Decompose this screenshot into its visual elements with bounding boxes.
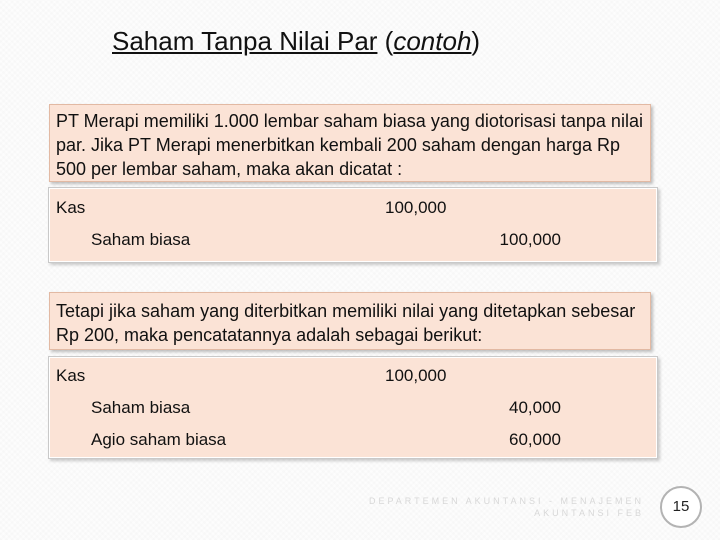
slide-footer: DEPARTEMEN AKUNTANSI - MENAJEMEN AKUNTANSI FEB xyxy=(368,496,644,518)
journal-row xyxy=(49,430,657,454)
credit-account: Saham biasa xyxy=(91,230,191,249)
journal-entry-2 xyxy=(48,356,658,459)
journal-entry-1 xyxy=(48,187,658,263)
journal-row xyxy=(49,230,657,254)
title-paren-open: ( xyxy=(377,26,394,56)
note-text-1: PT Merapi memiliki 1.000 lembar saham biasa yang diotorisasi tanpa nilai par. Jika PT Merapi menerbitkan kembali 200 saham dengan harga Rp 500 per lembar saham, maka akan dicatat : xyxy=(56,111,643,179)
journal-row xyxy=(49,198,657,222)
note-box-1 xyxy=(49,104,651,182)
title-example: contoh xyxy=(393,26,472,56)
debit-amount: 100,000 xyxy=(385,198,447,217)
credit-amount: 40,000 xyxy=(509,398,561,417)
debit-account: Kas xyxy=(56,198,86,217)
note-box-2 xyxy=(49,292,651,350)
slide-title xyxy=(112,26,480,57)
debit-amount: 100,000 xyxy=(385,366,447,385)
credit-account: Saham biasa xyxy=(91,398,191,417)
page-number: 15 xyxy=(660,486,702,528)
credit-account: Agio saham biasa xyxy=(91,430,227,449)
debit-account: Kas xyxy=(56,366,86,385)
journal-row xyxy=(49,398,657,422)
note-text-2: Tetapi jika saham yang diterbitkan memiliki nilai yang ditetapkan sebesar Rp 200, maka pencatatannya adalah sebagai berikut: xyxy=(56,301,636,345)
title-paren-close: ) xyxy=(471,26,481,56)
journal-row xyxy=(49,366,657,390)
credit-amount: 100,000 xyxy=(499,230,561,249)
title-main: Saham Tanpa Nilai Par xyxy=(112,26,378,56)
credit-amount: 60,000 xyxy=(509,430,561,449)
